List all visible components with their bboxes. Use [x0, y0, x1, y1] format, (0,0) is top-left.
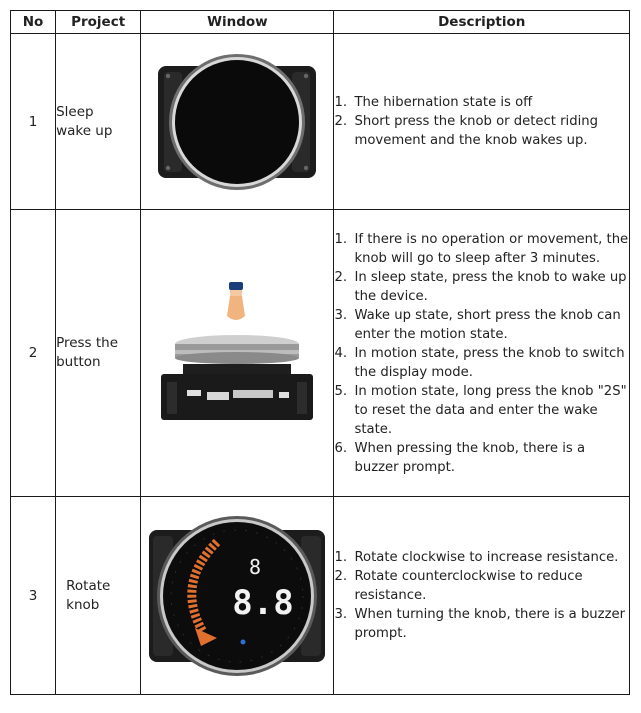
step-item: 3. When turning the knob, there is a buzzer prompt.: [334, 607, 626, 641]
step-item: 1. Rotate clockwise to increase resistance.: [334, 550, 619, 565]
description-cell: [334, 497, 630, 695]
window-cell: [141, 210, 334, 497]
display-main-digits: 8.8: [232, 582, 295, 623]
project-cell: [56, 210, 141, 497]
table-header-row: [11, 11, 630, 34]
project-name: Press the button: [56, 335, 119, 370]
table-row: [11, 210, 630, 497]
project-name: Rotate knob: [66, 577, 111, 613]
specification-table: [10, 10, 630, 695]
step-item: 2. Rotate counterclockwise to reduce resistance.: [334, 569, 583, 603]
header-description: Description: [334, 11, 630, 34]
window-cell: [141, 497, 334, 695]
step-item: 6. When pressing the knob, there is a buzzer prompt.: [334, 440, 586, 475]
description-cell: [334, 34, 630, 210]
row-number: 1: [11, 34, 56, 210]
row-number: 3: [11, 497, 56, 695]
description-cell: [334, 210, 630, 497]
step-item: 1. The hibernation state is off: [334, 95, 533, 110]
row-number: 2: [11, 210, 56, 497]
project-name: Sleep wake up: [56, 103, 113, 139]
step-list: [334, 93, 629, 150]
step-item: 3. Wake up state, short press the knob can enter the motion state.: [334, 307, 621, 342]
step-item: 5. In motion state, long press the knob "2S" to reset the data and enter the wake state.: [334, 383, 627, 437]
window-cell: [141, 34, 334, 210]
table-row: [11, 497, 630, 695]
step-item: 4. In motion state, press the knob to switch the display mode.: [334, 345, 625, 380]
header-window: Window: [141, 11, 334, 34]
display-top-digit: 8: [249, 554, 262, 579]
knob-sleep-screen-image: [154, 52, 320, 192]
header-project: Project: [56, 11, 141, 34]
step-item: 2. Short press the knob or detect riding movement and the knob wakes up.: [334, 114, 598, 148]
project-cell: [56, 34, 141, 210]
knob-rotate-display-image: [145, 514, 329, 678]
header-no: No: [11, 11, 56, 34]
step-list: [334, 548, 629, 643]
finger-pressing-knob-image: [147, 278, 327, 428]
project-cell: [56, 497, 141, 695]
table-row: [11, 34, 630, 210]
step-item: 1. If there is no operation or movement, the knob will go to sleep after 3 minutes.: [334, 231, 629, 266]
step-list: [334, 230, 629, 477]
step-item: 2. In sleep state, press the knob to wake up the device.: [334, 269, 627, 304]
